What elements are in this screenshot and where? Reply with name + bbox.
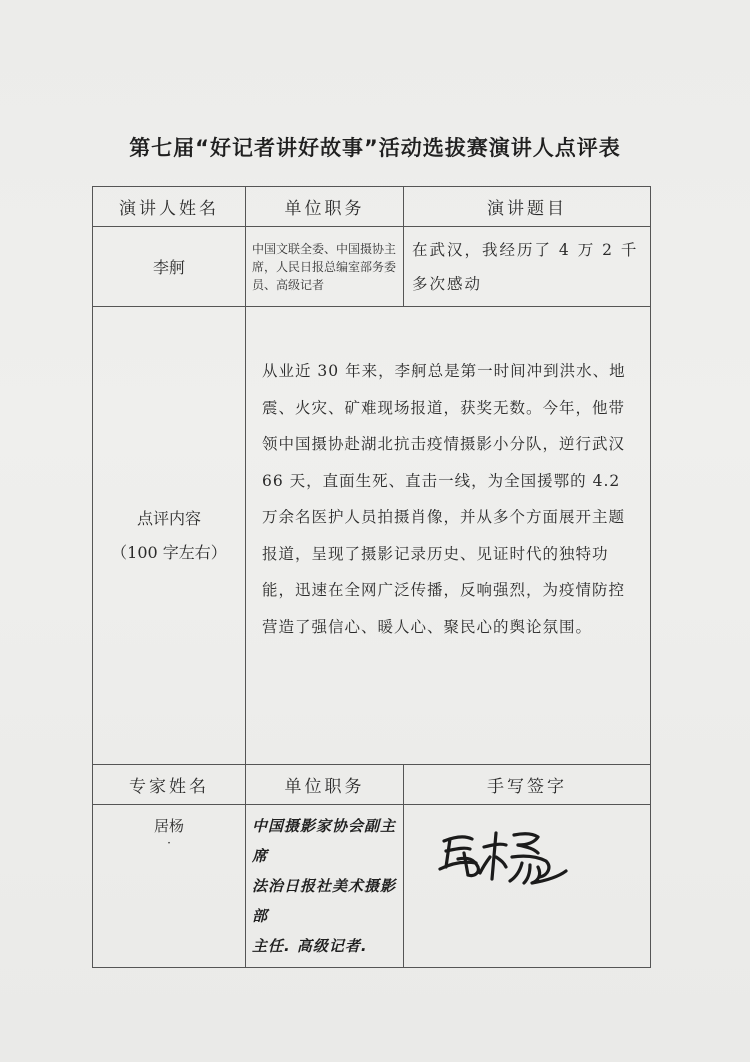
speaker-unit-position: 中国文联全委、中国摄协主席，人民日报总编室部务委员、高级记者	[246, 227, 404, 307]
header-speaker-name: 演讲人姓名	[93, 187, 246, 227]
header-unit-position: 单位职务	[246, 187, 404, 227]
comment-label-cell	[93, 307, 246, 765]
handwritten-signature	[434, 819, 574, 889]
comment-text: 从业近 30 年来，李舸总是第一时间冲到洪水、地震、火灾、矿难现场报道，获奖无数。今年，他带领中国摄协赴湖北抗击疫情摄影小分队，逆行武汉 66 天，直面生死、直击一线，为全国援鄂的 4.2 万余名医护人员拍摄肖像，并从多个方面展开主题报道，呈现了摄影记录历史、见证时代的独特功能，迅速在全网广泛传播，反响强烈，为疫情防控营造了强信心、暖人心、聚民心的舆论氛围。	[246, 307, 651, 765]
expert-unit-position	[246, 805, 404, 968]
expert-unit-line: 法治日报社美术摄影部	[252, 877, 397, 925]
page-title: 第七届“好记者讲好故事”活动选拔赛演讲人点评表	[129, 136, 621, 160]
expert-name-cell	[93, 805, 246, 968]
review-form-table	[92, 186, 651, 968]
signature-cell	[404, 805, 651, 968]
expert-unit-line: 中国摄影家协会副主席	[252, 817, 397, 865]
speaker-name: 李舸	[93, 227, 246, 307]
expert-mark: ·	[167, 836, 171, 850]
header-speech-topic: 演讲题目	[404, 187, 651, 227]
header-expert-unit-position: 单位职务	[246, 765, 404, 805]
speech-topic: 在武汉，我经历了 4 万 2 千多次感动	[404, 227, 651, 307]
header-signature: 手写签字	[404, 765, 651, 805]
comment-length-note: （100 字左右）	[111, 542, 227, 562]
header-expert-name: 专家姓名	[93, 765, 246, 805]
expert-unit-line: 主任. 高级记者.	[252, 937, 368, 955]
expert-name: 居杨	[153, 817, 184, 835]
comment-label: 点评内容	[136, 508, 201, 528]
